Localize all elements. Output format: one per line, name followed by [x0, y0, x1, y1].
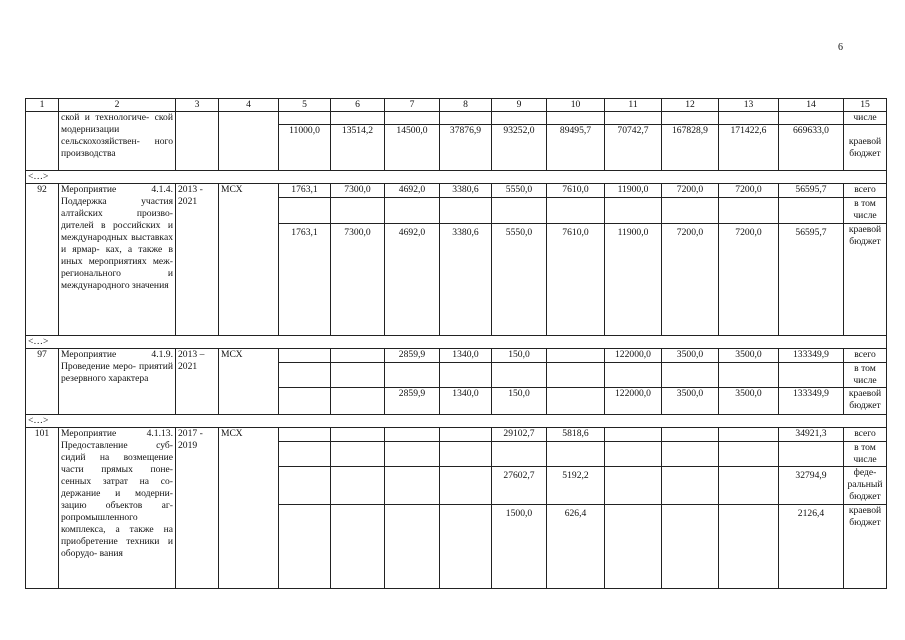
column-number: 14 — [779, 99, 844, 112]
source-label: феде- ральный бюджет — [844, 467, 887, 505]
value-cell — [719, 467, 779, 505]
value-cell: 3500,0 — [719, 388, 779, 415]
value-cell: 167828,9 — [662, 125, 719, 171]
value-cell — [331, 467, 385, 505]
column-number: 7 — [385, 99, 440, 112]
executor-cell: МСХ — [219, 428, 279, 589]
value-cell: 89495,7 — [547, 125, 605, 171]
description-cell: ской и технологиче- ской модернизации сельскохозяйствен- ного производства — [59, 112, 176, 171]
executor-cell — [219, 112, 279, 171]
value-cell — [440, 467, 492, 505]
table-row — [26, 349, 887, 363]
value-cell: 171422,6 — [719, 125, 779, 171]
value-cell — [719, 505, 779, 589]
value-cell — [605, 467, 662, 505]
source-label: всего — [844, 428, 887, 442]
value-cell: 626,4 — [547, 505, 605, 589]
value-cell: 2859,9 — [385, 388, 440, 415]
value-cell — [547, 349, 605, 363]
description-cell: Мероприятие 4.1.9. Проведение меро- приятий резервного характера — [59, 349, 176, 415]
value-cell: 7300,0 — [331, 184, 385, 198]
value-cell — [279, 388, 331, 415]
column-number: 10 — [547, 99, 605, 112]
value-cell: 7300,0 — [331, 224, 385, 336]
column-number-header-row — [26, 99, 887, 112]
value-cell: 122000,0 — [605, 349, 662, 363]
source-label: числе — [844, 112, 887, 125]
executor-cell: МСХ — [219, 184, 279, 336]
value-cell: 3500,0 — [662, 388, 719, 415]
value-cell: 1500,0 — [492, 505, 547, 589]
value-cell: 3500,0 — [719, 349, 779, 363]
source-label: в том числе — [844, 198, 887, 224]
value-cell — [385, 428, 440, 442]
value-cell — [385, 505, 440, 589]
value-cell: 7610,0 — [547, 224, 605, 336]
value-cell: 2859,9 — [385, 349, 440, 363]
value-cell: 11000,0 — [279, 125, 331, 171]
table-row — [26, 184, 887, 198]
source-label: краевой бюджет — [844, 388, 887, 415]
value-cell: 93252,0 — [492, 125, 547, 171]
row-number-cell: 92 — [26, 184, 59, 336]
column-number: 2 — [59, 99, 176, 112]
value-cell: 14500,0 — [385, 125, 440, 171]
value-cell: 669633,0 — [779, 125, 844, 171]
value-cell: 7610,0 — [547, 184, 605, 198]
value-cell: 13514,2 — [331, 125, 385, 171]
executor-cell: МСХ — [219, 349, 279, 415]
value-cell — [440, 505, 492, 589]
value-cell — [279, 505, 331, 589]
separator-row — [26, 336, 887, 349]
value-cell: 5818,6 — [547, 428, 605, 442]
value-cell: 56595,7 — [779, 224, 844, 336]
value-cell: 7200,0 — [719, 224, 779, 336]
value-cell: 122000,0 — [605, 388, 662, 415]
value-cell — [605, 505, 662, 589]
value-cell: 34921,3 — [779, 428, 844, 442]
value-cell: 1340,0 — [440, 349, 492, 363]
value-cell: 4692,0 — [385, 224, 440, 336]
column-number: 15 — [844, 99, 887, 112]
column-number: 6 — [331, 99, 385, 112]
value-cell: 11900,0 — [605, 224, 662, 336]
value-cell: 32794,9 — [779, 467, 844, 505]
row-number-cell: 101 — [26, 428, 59, 589]
value-cell — [331, 388, 385, 415]
value-cell: 133349,9 — [779, 388, 844, 415]
source-label: всего — [844, 184, 887, 198]
separator-row — [26, 171, 887, 184]
value-cell: 4692,0 — [385, 184, 440, 198]
value-cell — [662, 505, 719, 589]
source-label: краевой бюджет — [844, 505, 887, 589]
source-label: всего — [844, 349, 887, 363]
value-cell: 7200,0 — [719, 184, 779, 198]
value-cell — [279, 349, 331, 363]
value-cell: 150,0 — [492, 388, 547, 415]
value-cell: 1763,1 — [279, 184, 331, 198]
value-cell — [279, 428, 331, 442]
value-cell: 11900,0 — [605, 184, 662, 198]
value-cell: 5550,0 — [492, 184, 547, 198]
value-cell: 27602,7 — [492, 467, 547, 505]
column-number: 9 — [492, 99, 547, 112]
source-label: краевой бюджет — [844, 224, 887, 336]
table-row — [26, 428, 887, 442]
value-cell — [547, 388, 605, 415]
years-cell — [176, 112, 219, 171]
value-cell — [331, 428, 385, 442]
table-row — [26, 112, 887, 125]
value-cell: 7200,0 — [662, 224, 719, 336]
value-cell: 3500,0 — [662, 349, 719, 363]
column-number: 1 — [26, 99, 59, 112]
value-cell — [331, 505, 385, 589]
value-cell — [662, 467, 719, 505]
description-cell: Мероприятие 4.1.13. Предоставление суб- сидий на возмещение части прямых поне- сенных затрат на со- держание и модерни- зацию объектов аг- ропромышленного комплекса, а также на приобретение техники и оборудо- вания — [59, 428, 176, 589]
value-cell — [440, 428, 492, 442]
value-cell — [605, 428, 662, 442]
source-label: краевой бюджет — [844, 125, 887, 171]
omission-marker: <…> — [26, 336, 887, 349]
row-number-cell: 97 — [26, 349, 59, 415]
value-cell — [719, 428, 779, 442]
years-cell: 2013 - 2021 — [176, 184, 219, 336]
source-label: в том числе — [844, 363, 887, 388]
value-cell: 3380,6 — [440, 184, 492, 198]
column-number: 3 — [176, 99, 219, 112]
value-cell: 1340,0 — [440, 388, 492, 415]
column-number: 11 — [605, 99, 662, 112]
source-label: в том числе — [844, 442, 887, 467]
financing-table — [25, 98, 887, 589]
column-number: 4 — [219, 99, 279, 112]
omission-marker: <…> — [26, 415, 887, 428]
omission-marker: <…> — [26, 171, 887, 184]
value-cell: 29102,7 — [492, 428, 547, 442]
value-cell — [662, 428, 719, 442]
row-number-cell — [26, 112, 59, 171]
value-cell: 150,0 — [492, 349, 547, 363]
value-cell: 1763,1 — [279, 224, 331, 336]
value-cell — [385, 467, 440, 505]
years-cell: 2013 – 2021 — [176, 349, 219, 415]
value-cell — [331, 349, 385, 363]
value-cell: 56595,7 — [779, 184, 844, 198]
description-cell: Мероприятие 4.1.4. Поддержка участия алтайских произво- дителей в российских и международных выставках и ярмар- ках, а также в иных мероприятиях меж- регионального и международного значения — [59, 184, 176, 336]
value-cell: 5550,0 — [492, 224, 547, 336]
value-cell: 3380,6 — [440, 224, 492, 336]
page-number: 6 — [838, 42, 843, 53]
value-cell: 37876,9 — [440, 125, 492, 171]
value-cell: 7200,0 — [662, 184, 719, 198]
column-number: 8 — [440, 99, 492, 112]
separator-row — [26, 415, 887, 428]
value-cell: 133349,9 — [779, 349, 844, 363]
column-number: 5 — [279, 99, 331, 112]
value-cell: 5192,2 — [547, 467, 605, 505]
value-cell — [279, 467, 331, 505]
column-number: 13 — [719, 99, 779, 112]
value-cell: 2126,4 — [779, 505, 844, 589]
value-cell: 70742,7 — [605, 125, 662, 171]
column-number: 12 — [662, 99, 719, 112]
years-cell: 2017 - 2019 — [176, 428, 219, 589]
